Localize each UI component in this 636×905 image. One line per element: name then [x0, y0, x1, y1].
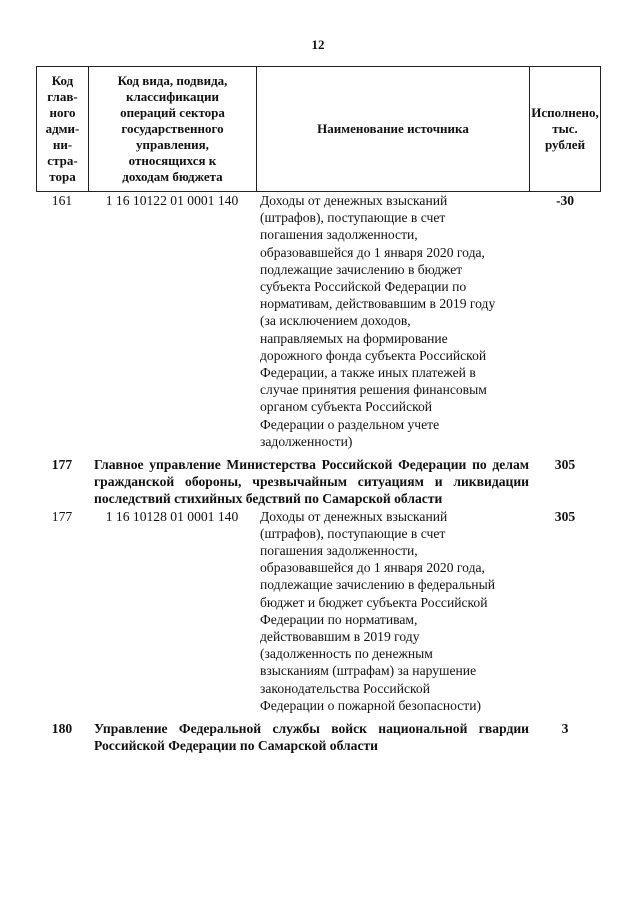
source-name-line: (штрафов), поступающие в счет	[260, 210, 446, 226]
source-name-line: подлежащие зачислению в бюджет	[260, 261, 463, 277]
amount: 305	[554, 508, 576, 524]
source-name-line: (штрафов), поступающие в счет	[260, 525, 446, 541]
header-text: стра-	[47, 153, 78, 168]
table-header	[36, 66, 601, 192]
source-name-line: направляемых на формирование	[260, 330, 448, 346]
source-name	[256, 508, 529, 714]
amount: 3	[561, 721, 569, 737]
source-name-line: дорожного фонда субъекта Российской	[260, 347, 487, 363]
source-name-line: Федерации, а также иных платежей в	[260, 365, 476, 381]
source-name-line: образовавшейся до 1 января 2020 года,	[260, 244, 485, 260]
source-name-line: Федерации по нормативам,	[260, 611, 418, 627]
admin-code: 161	[51, 193, 73, 208]
admin-code: 177	[51, 508, 73, 524]
source-name-line: Доходы от денежных взысканий	[260, 508, 448, 524]
source-name-line: субъекта Российской Федерации по	[260, 279, 467, 295]
source-name-line: погашения задолженности,	[260, 227, 418, 243]
page-number: 12	[311, 37, 325, 52]
group-row	[36, 456, 601, 508]
source-name-line: (за исключением доходов,	[260, 313, 411, 329]
source-name-line: (задолженность по денежным	[260, 646, 433, 662]
header-text: глав-	[47, 89, 78, 104]
amount: -30	[555, 193, 575, 208]
group-title: Управление Федеральной службы войск национальной гвардии Российской Федерации по Самарской области	[94, 721, 529, 754]
source-name-line: случае принятия решения финансовым	[260, 382, 487, 398]
source-name-line: законодательства Российской	[260, 680, 430, 696]
admin-code: 177	[51, 457, 73, 473]
source-name-line: погашения задолженности,	[260, 543, 418, 559]
source-name	[256, 192, 529, 450]
group-row	[36, 720, 601, 754]
header-text: Код	[51, 73, 74, 88]
source-name-line: Федерации о раздельном учете	[260, 416, 440, 432]
classification-code: 1 16 10128 01 0001 140	[105, 508, 239, 524]
source-name-line: Доходы от денежных взысканий	[260, 193, 448, 208]
admin-code: 180	[51, 721, 73, 737]
source-name-line: подлежащие зачислению в федеральный	[260, 577, 495, 593]
header-text: рублей	[544, 137, 586, 152]
source-name-line: Федерации о пожарной безопасности)	[260, 697, 482, 713]
header-text: управления,	[136, 137, 209, 152]
group-title: Главное управление Министерства Российской Федерации по делам гражданской обороны, чрезвычайным ситуациям и ликвидации последствий стихийных бедствий по Самарской области	[94, 457, 529, 507]
source-name-line: действовавшим в 2019 году	[260, 629, 420, 645]
table-body	[36, 192, 601, 755]
header-text: адми-	[45, 121, 80, 136]
header-text: ного	[49, 105, 76, 120]
header-text: Исполнено,	[531, 105, 599, 120]
source-name-line: задолженности)	[260, 433, 353, 449]
header-amount	[529, 67, 601, 191]
header-text: тора	[49, 169, 76, 184]
header-admin-code	[36, 67, 88, 191]
header-text: операций сектора	[120, 105, 225, 120]
amount: 305	[554, 457, 576, 473]
table-row	[36, 508, 601, 714]
header-text: тыс.	[552, 121, 578, 136]
header-text: классификации	[125, 89, 220, 104]
table-row	[36, 192, 601, 450]
header-text: доходам бюджета	[122, 169, 223, 184]
header-text: относящихся к	[128, 153, 217, 168]
header-source-name	[256, 67, 529, 191]
source-name-line: взысканиям (штрафам) за нарушение	[260, 663, 477, 679]
source-name-line: образовавшейся до 1 января 2020 года,	[260, 560, 485, 576]
classification-code: 1 16 10122 01 0001 140	[105, 193, 239, 208]
source-name-line: нормативам, действовавшим в 2019 году	[260, 296, 496, 312]
source-name-line: органом субъекта Российской	[260, 399, 433, 415]
header-text: Наименование источника	[317, 121, 469, 136]
header-text: государственного	[121, 121, 224, 136]
header-classification-code	[88, 67, 256, 191]
source-name-line: бюджет и бюджет субъекта Российской	[260, 594, 488, 610]
header-text: Код вида, подвида,	[117, 73, 228, 88]
header-text: ни-	[52, 137, 73, 152]
